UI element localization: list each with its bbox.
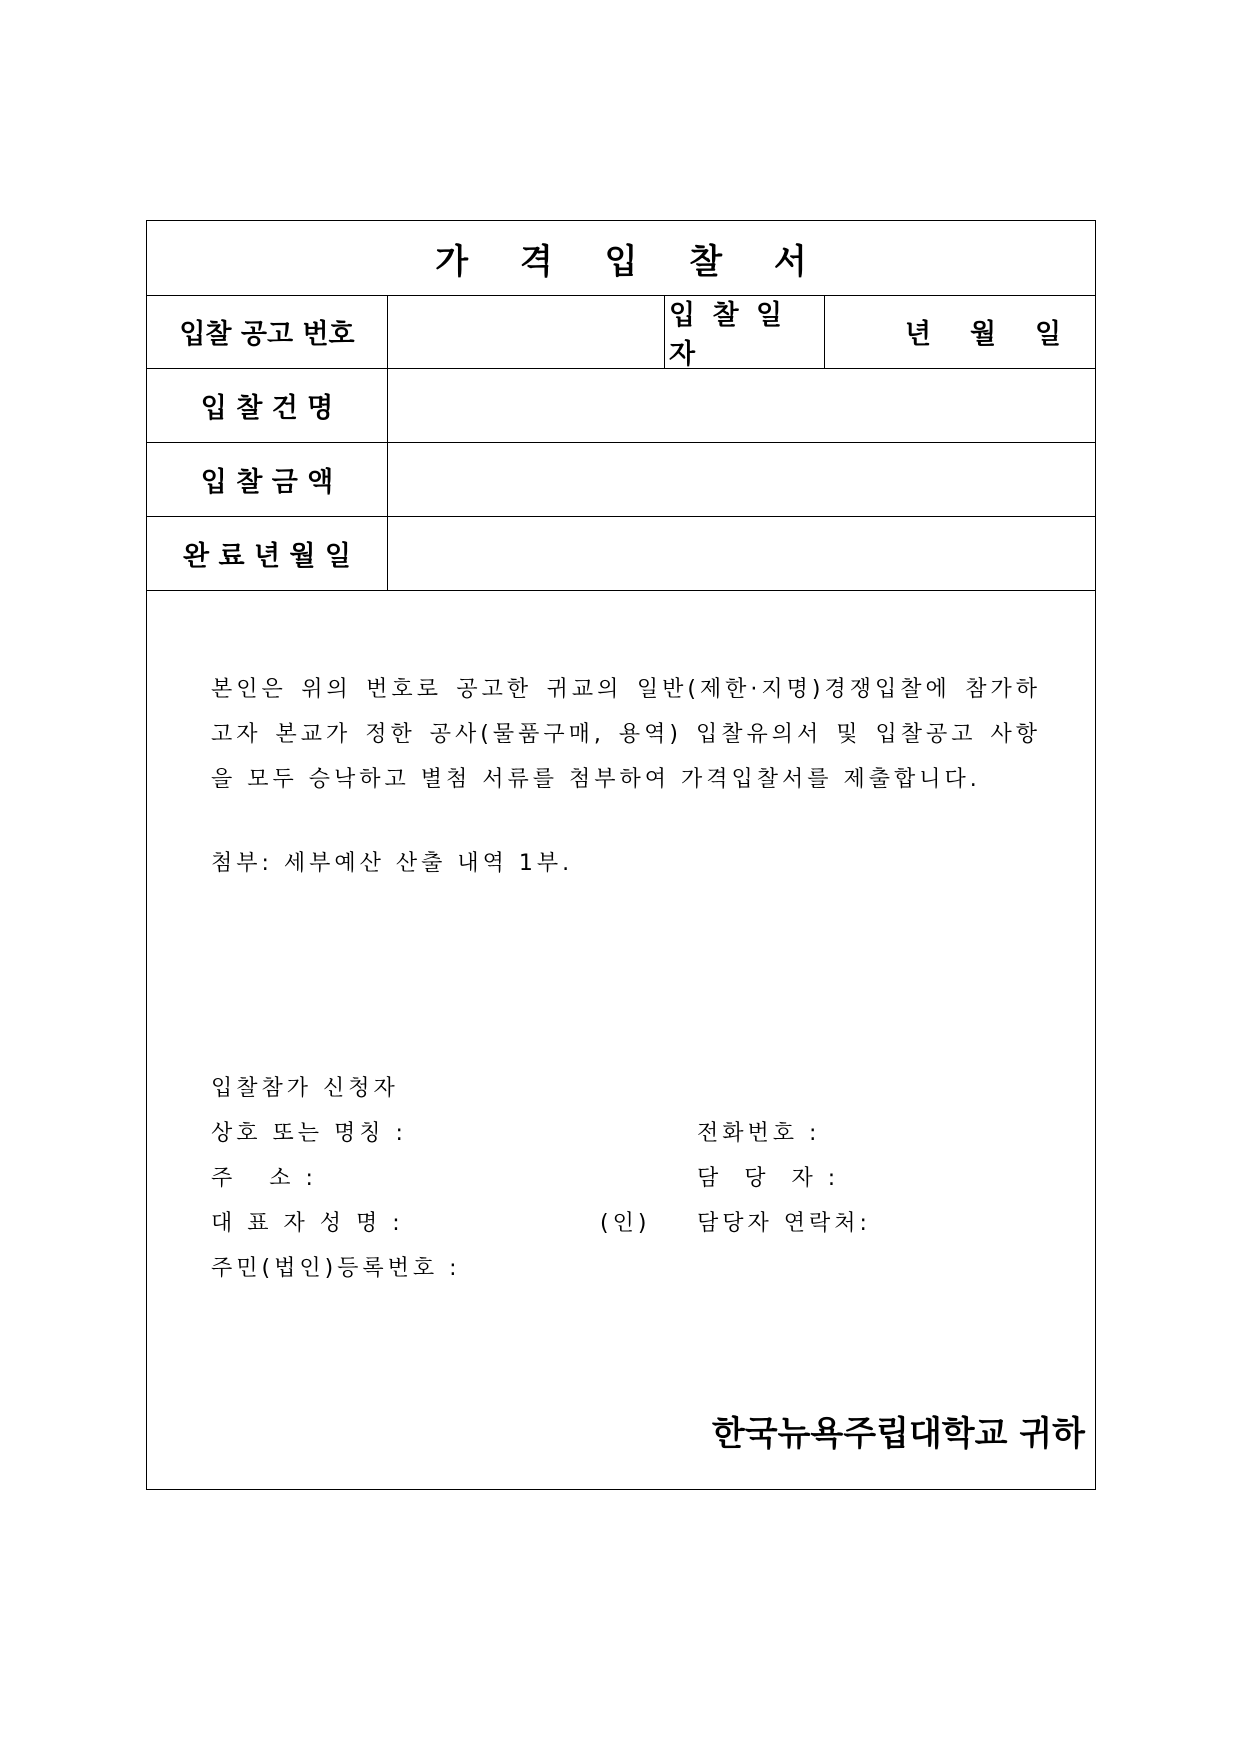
bid-name-field[interactable] [388,369,1095,442]
representative-label: 대 표 자 성 명 : [211,1211,404,1236]
phone-label: 전화번호 : [697,1121,821,1146]
addressee: 한국뉴욕주립대학교 귀하 [711,1414,1085,1454]
seal-label: (인) [600,1211,651,1236]
company-name-label: 상호 또는 명칭 : [211,1121,407,1146]
address-label: 주 소 : [211,1166,317,1191]
manager-contact-label: 담당자 연락처: [697,1211,871,1236]
notice-number-label: 입찰 공고 번호 [147,295,388,368]
applicant-heading: 입찰참가 신청자 [211,1076,399,1101]
form-title: 가 격 입 찰 서 [435,241,827,282]
completion-date-row [147,517,1095,591]
attachment-note: 첨부: 세부예산 산출 내역 1부. [211,851,574,876]
year-label: 년 [905,319,932,350]
notice-number-row [147,295,1095,369]
bid-date-label: 입 찰 일 자 [665,295,825,368]
bid-date-field[interactable] [825,295,1095,368]
statement-text: 본인은 위의 번호로 공고한 귀교의 일반(제한·지명)경쟁입찰에 참가하고자 본교가 정한 공사(물품구매, 용역) 입찰유의서 및 입찰공고 사항을 모두 승낙하고 별첨 서류를 첨부하여 가격입찰서를 제출합니다. [211,677,1041,792]
bid-form [146,220,1096,1490]
form-title-row [147,221,1095,296]
manager-label: 담 당 자 : [697,1166,840,1191]
bid-amount-row [147,443,1095,517]
completion-date-label: 완 료 년 월 일 [147,517,388,590]
day-label: 일 [1035,319,1062,350]
month-label: 월 [970,319,997,350]
bid-amount-label: 입 찰 금 액 [147,443,388,516]
completion-date-field[interactable] [388,517,1095,590]
bid-amount-field[interactable] [388,443,1095,516]
bid-name-row [147,369,1095,443]
registration-number-label: 주민(법인)등록번호 : [211,1256,461,1281]
bid-name-label: 입 찰 건 명 [147,369,388,442]
notice-number-field[interactable] [388,295,665,368]
